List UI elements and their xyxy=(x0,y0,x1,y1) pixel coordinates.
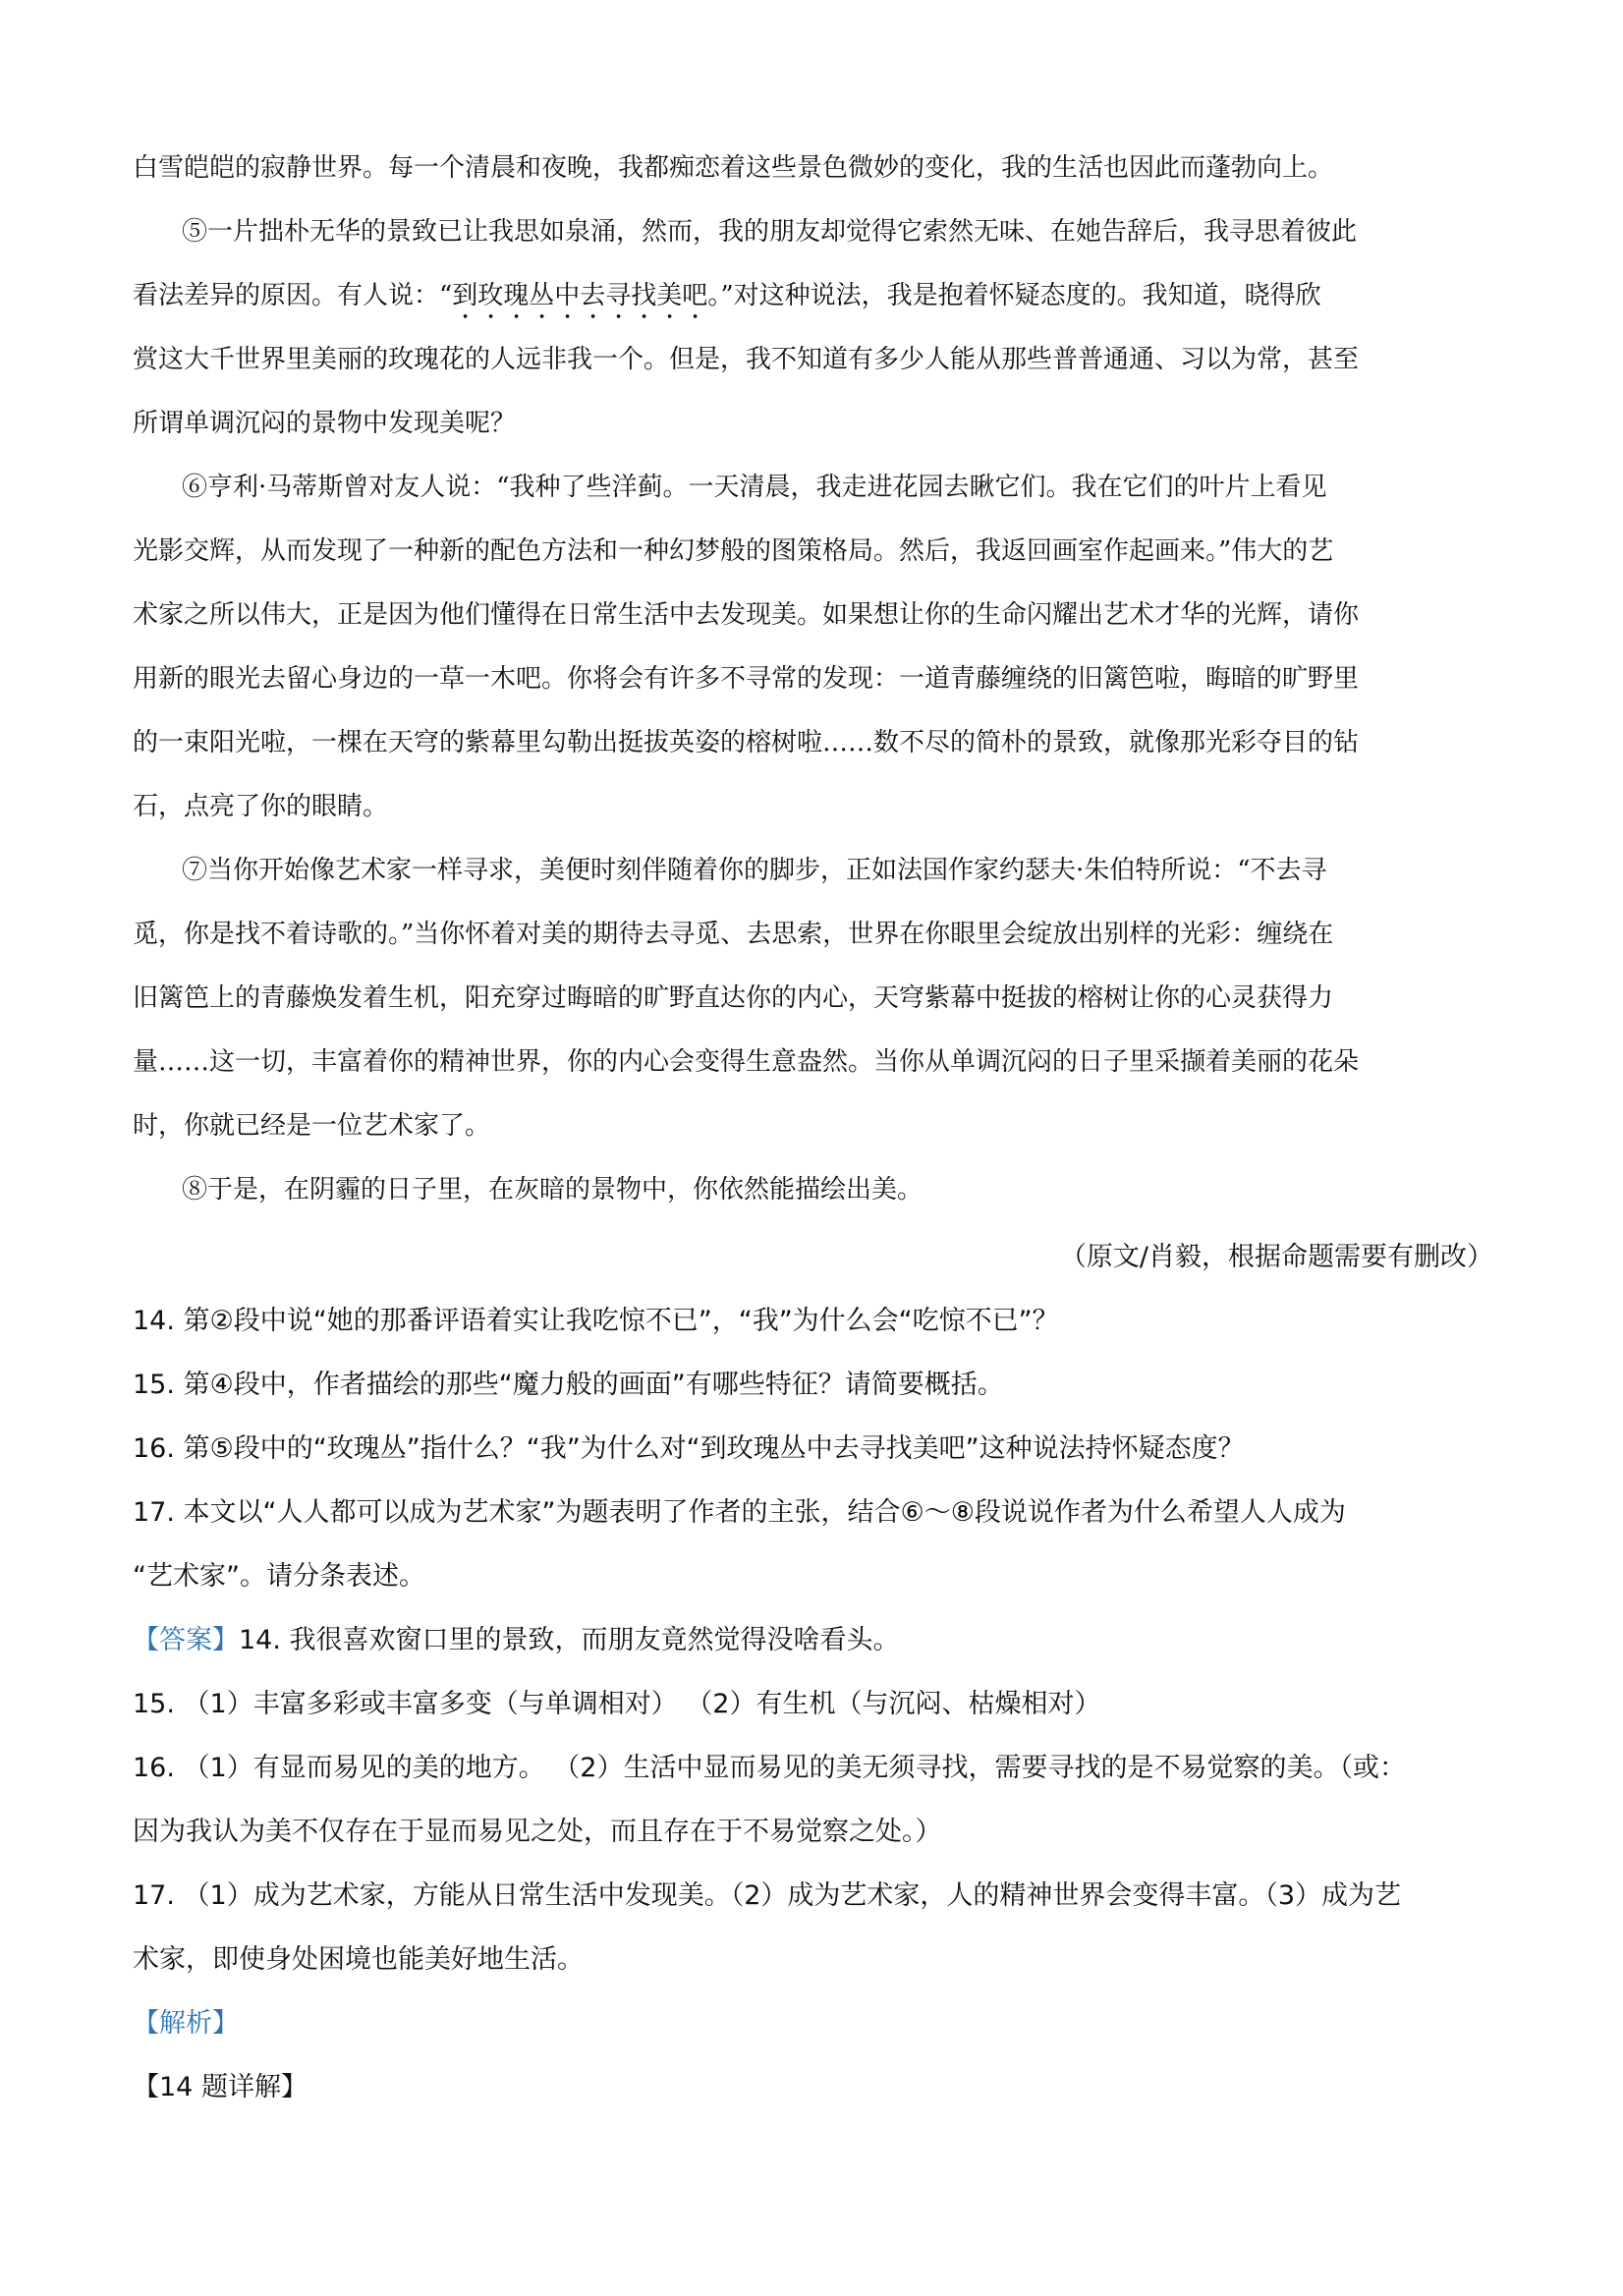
paragraph-5-line xyxy=(133,275,1321,325)
paragraph-6-line: 用新的眼光去留心身边的一草一木吧。你将会有许多不寻常的发现：一道青藤缠绕的旧篱笆啦，晦暗的旷野里 xyxy=(133,664,1360,694)
source-note: （原文/肖毅，根据命题需要有删改） xyxy=(1059,1242,1493,1272)
text-run: 看法差异的原因。有人说：“ xyxy=(133,281,453,310)
paragraph-8: ⑧于是，在阴霾的日子里，在灰暗的景物中，你依然能描绘出美。 xyxy=(182,1175,923,1204)
question-16: 16. 第⑤段中的“玫瑰丛”指什么？“我”为什么对“到玫瑰丛中去寻找美吧”这种说法持怀疑态度？ xyxy=(133,1433,1245,1464)
paragraph-6-line: 光影交辉，从而发现了一种新的配色方法和一种幻梦般的图策格局。然后，我返回画室作起画来。”伟大的艺 xyxy=(133,536,1334,566)
answer-16-line: 16. （1）有显而易见的美的地方。 （2）生活中显而易见的美无须寻找，需要寻找的是不易觉察的美。（或： xyxy=(133,1753,1406,1783)
paragraph-7-line: 时，你就已经是一位艺术家了。 xyxy=(133,1111,491,1141)
answer-15: 15. （1）丰富多彩或丰富多变（与单调相对） （2）有生机（与沉闷、枯燥相对） xyxy=(133,1689,1101,1719)
paragraph-5-line: 赏这大千世界里美丽的玫瑰花的人远非我一个。但是，我不知道有多少人能从那些普普通通、习以为常，甚至 xyxy=(133,345,1360,374)
paragraph-7-line: ⑦当你开始像艺术家一样寻求，美便时刻伴随着你的脚步，正如法国作家约瑟夫·朱伯特所说：“不去寻 xyxy=(182,856,1327,885)
answer-14: 14. 我很喜欢窗口里的景致，而朋友竟然觉得没啥看头。 xyxy=(239,1625,900,1655)
paragraph-5-line: 所谓单调沉闷的景物中发现美呢？ xyxy=(133,409,517,438)
text-run: 。”对这种说法，我是抱着怀疑态度的。我知道，晓得欣 xyxy=(707,281,1321,310)
answer-17-line: 17. （1）成为艺术家，方能从日常生活中发现美。（2）成为艺术家，人的精神世界会变得丰富。（3）成为艺 xyxy=(133,1880,1402,1911)
analysis-14-heading: 【14 题详解】 xyxy=(133,2072,308,2102)
paragraph-6-line: ⑥亨利·马蒂斯曾对友人说：“我种了些洋蓟。一天清晨，我走进花园去瞅它们。我在它们的叶片上看见 xyxy=(182,473,1327,502)
answer-17-line: 术家，即使身处困境也能美好地生活。 xyxy=(133,1944,584,1975)
question-17-line: 17. 本文以“人人都可以成为艺术家”为题表明了作者的主张，结合⑥～⑧段说说作者为什么希望人人成为 xyxy=(133,1497,1346,1528)
paragraph-7-line: 旧篱笆上的青藤焕发着生机，阳充穿过晦暗的旷野直达你的内心，天穹紫幕中挺拔的榕树让你的心灵获得力 xyxy=(133,983,1334,1013)
paragraph-7-line: 量……这一切，丰富着你的精神世界，你的内心会变得生意盎然。当你从单调沉闷的日子里采撷着美丽的花朵 xyxy=(133,1047,1360,1077)
question-15: 15. 第④段中，作者描绘的那些“魔力般的画面”有哪些特征？请简要概括。 xyxy=(133,1370,1004,1400)
question-14: 14. 第②段中说“她的那番评语着实让我吃惊不已”，“我”为什么会“吃惊不已”？ xyxy=(133,1306,1059,1336)
answer-16-line: 因为我认为美不仅存在于显而易见之处，而且存在于不易觉察之处。） xyxy=(133,1817,942,1847)
passage-line: 白雪皑皑的寂静世界。每一个清晨和夜晚，我都痴恋着这些景色微妙的变化，我的生活也因此而蓬勃向上。 xyxy=(133,153,1334,183)
paragraph-7-line: 觅，你是找不着诗歌的。”当你怀着对美的期待去寻觅、去思索，世界在你眼里会绽放出别样的光彩：缠绕在 xyxy=(133,920,1334,949)
emphasized-phrase: 到玫瑰丛中去寻找美吧 xyxy=(452,281,708,310)
paragraph-6-line: 的一束阳光啦，一棵在天穹的紫幕里勾勒出挺拔英姿的榕树啦……数不尽的简朴的景致，就像那光彩夺目的钻 xyxy=(133,728,1360,757)
paragraph-5-line: ⑤一片拙朴无华的景致已让我思如泉涌，然而，我的朋友却觉得它索然无味、在她告辞后，我寻思着彼此 xyxy=(182,217,1358,247)
paragraph-6-line: 石，点亮了你的眼睛。 xyxy=(133,792,389,821)
analysis-label: 【解析】 xyxy=(133,2008,239,2039)
answer-label: 【答案】 xyxy=(133,1625,239,1655)
answer-14-line xyxy=(133,1618,900,1656)
question-17-line: “艺术家”。请分条表述。 xyxy=(133,1561,425,1592)
paragraph-6-line: 术家之所以伟大，正是因为他们懂得在日常生活中去发现美。如果想让你的生命闪耀出艺术才华的光辉，请你 xyxy=(133,600,1360,630)
